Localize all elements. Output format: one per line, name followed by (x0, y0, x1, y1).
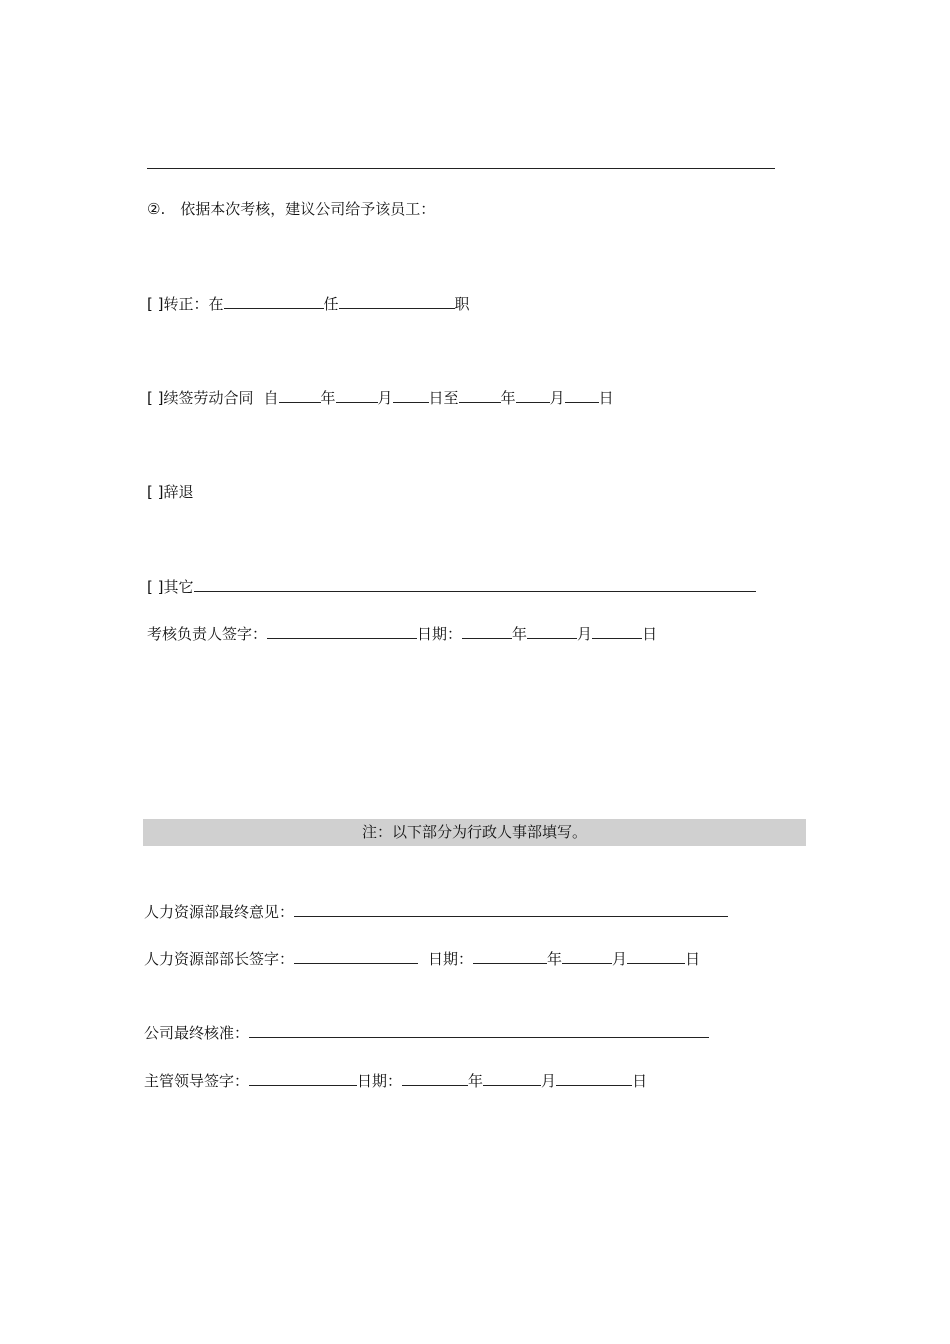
hr-date-label: 日期： (428, 950, 474, 968)
assessor-month-field[interactable] (527, 623, 577, 639)
regularize-place-field[interactable] (224, 293, 324, 309)
renew-year-label: 年 (320, 389, 336, 407)
assessor-sign-field[interactable] (267, 623, 417, 639)
hr-day-label: 日 (685, 950, 701, 968)
option-other (147, 576, 756, 596)
renew-year-label-2: 年 (500, 389, 516, 407)
supervisor-sign-label: 主管领导签字： (144, 1072, 250, 1090)
renew-end-month-field[interactable] (516, 387, 550, 403)
supervisor-signature-row (144, 1070, 647, 1090)
supervisor-day-field[interactable] (556, 1070, 632, 1086)
assessor-sign-label: 考核负责人签字： (147, 625, 268, 643)
regularize-mid-label: 任 (323, 295, 339, 313)
assessor-signature-row (147, 623, 657, 643)
option-dismiss (147, 482, 194, 502)
checkbox-other[interactable]: [ ] (147, 578, 164, 596)
company-approval-field[interactable] (249, 1022, 709, 1038)
hr-year-label: 年 (547, 950, 563, 968)
assessor-date-label: 日期： (417, 625, 463, 643)
hr-head-sign-field[interactable] (294, 948, 418, 964)
other-field[interactable] (194, 576, 756, 592)
supervisor-sign-field[interactable] (249, 1070, 357, 1086)
regularize-label: 转正：在 (163, 295, 224, 313)
supervisor-month-field[interactable] (483, 1070, 541, 1086)
renew-from-label: 自 (263, 389, 279, 407)
company-approval-row (144, 1022, 709, 1042)
hr-opinion-row (144, 901, 728, 921)
company-approval-label: 公司最终核准： (144, 1024, 250, 1042)
hr-opinion-field[interactable] (294, 901, 728, 917)
option-renew-contract (147, 387, 614, 407)
hr-note-text: 注：以下部分为行政人事部填写。 (361, 823, 587, 841)
checkbox-dismiss[interactable]: [ ] (147, 483, 164, 501)
other-label: 其它 (163, 578, 194, 596)
proposal-heading-text: ②. 依据本次考核，建议公司给予该员工： (147, 200, 436, 218)
renew-end-day-field[interactable] (565, 387, 599, 403)
renew-end-year-field[interactable] (459, 387, 501, 403)
top-rule (147, 168, 775, 169)
dismiss-label: 辞退 (163, 483, 194, 501)
checkbox-regularize[interactable]: [ ] (147, 295, 164, 313)
renew-start-month-field[interactable] (336, 387, 378, 403)
renew-to-label: 日至 (428, 389, 459, 407)
hr-day-field[interactable] (627, 948, 685, 964)
assessor-year-label: 年 (512, 625, 528, 643)
hr-opinion-label: 人力资源部最终意见： (144, 903, 295, 921)
supervisor-year-field[interactable] (402, 1070, 468, 1086)
option-regularize (147, 293, 470, 313)
renew-label: 续签劳动合同 (163, 389, 254, 407)
supervisor-month-label: 月 (541, 1072, 557, 1090)
regularize-position-field[interactable] (339, 293, 455, 309)
hr-month-field[interactable] (562, 948, 612, 964)
renew-month-label-2: 月 (549, 389, 565, 407)
regularize-end-label: 职 (454, 295, 470, 313)
hr-head-signature-row (144, 948, 700, 968)
checkbox-renew[interactable]: [ ] (147, 389, 164, 407)
supervisor-date-label: 日期： (357, 1072, 403, 1090)
renew-day-label: 日 (598, 389, 614, 407)
renew-month-label: 月 (377, 389, 393, 407)
hr-head-sign-label: 人力资源部部长签字： (144, 950, 295, 968)
supervisor-year-label: 年 (468, 1072, 484, 1090)
hr-month-label: 月 (612, 950, 628, 968)
assessor-day-label: 日 (642, 625, 658, 643)
renew-start-year-field[interactable] (279, 387, 321, 403)
assessor-month-label: 月 (577, 625, 593, 643)
renew-start-day-field[interactable] (393, 387, 429, 403)
hr-year-field[interactable] (473, 948, 547, 964)
supervisor-day-label: 日 (632, 1072, 648, 1090)
proposal-heading (147, 199, 435, 219)
assessor-year-field[interactable] (462, 623, 512, 639)
assessor-day-field[interactable] (592, 623, 642, 639)
hr-note-banner (143, 819, 806, 846)
